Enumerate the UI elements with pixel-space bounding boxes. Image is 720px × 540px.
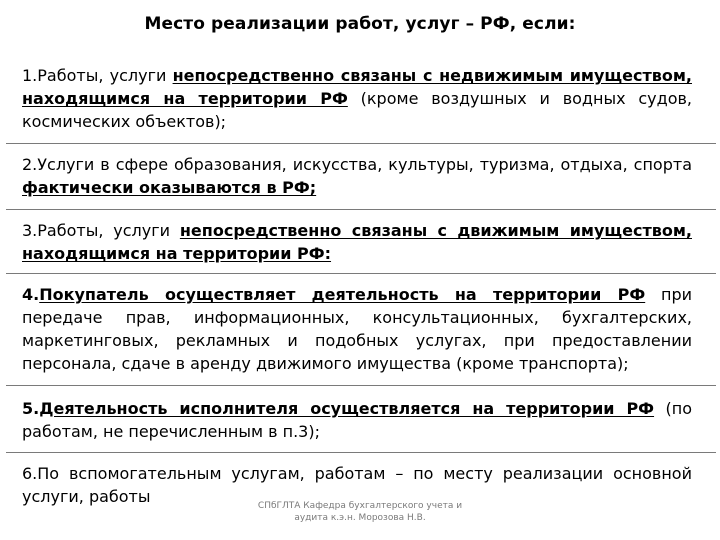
item-number: 4. — [22, 285, 40, 304]
item-text-tail: при передаче прав, информационных, консультационных, бухгалтерских, маркетинговых, рекламных и подобных услугах, при предоставлении персонала, сдаче в аренду движимого имущества (кроме транспорта); — [22, 285, 692, 373]
item-text-tail: (по работам, не перечисленным в п.3); — [22, 399, 693, 441]
divider — [6, 143, 716, 144]
item-text: Услуги в сфере образования, искусства, культуры, туризма, отдыха, спорта — [37, 155, 692, 174]
footer-line-1: СПбГЛТА Кафедра бухгалтерского учета и — [257, 501, 463, 511]
item-number: 6. — [22, 464, 38, 483]
divider — [6, 385, 716, 386]
divider — [6, 452, 716, 453]
list-item-2 — [22, 153, 692, 199]
item-number: 3. — [22, 221, 38, 240]
footer-credit — [0, 500, 720, 524]
item-emphasis: непосредственно связаны с движимым имуществом, находящимся на территории РФ: — [22, 221, 692, 263]
list-item-5 — [22, 397, 692, 443]
item-text-tail: (кроме воздушных и водных судов, космических объектов); — [22, 89, 693, 131]
divider — [6, 209, 716, 210]
divider — [6, 273, 716, 274]
item-text: Работы, услуги — [37, 66, 173, 85]
item-number: 1. — [22, 66, 38, 85]
item-number: 2. — [22, 155, 38, 174]
item-number: 5. — [22, 399, 40, 418]
item-emphasis: непосредственно связаны с недвижимым имуществом, находящимся на территории РФ — [22, 66, 692, 108]
item-emphasis: Покупатель осуществляет деятельность на территории РФ — [39, 285, 646, 304]
list-item-3 — [22, 219, 692, 265]
footer-line-2: аудита к.э.н. Морозова Н.В. — [294, 513, 426, 523]
list-item-1 — [22, 64, 692, 133]
item-text: Работы, услуги — [37, 221, 180, 240]
item-emphasis: Деятельность исполнителя осуществляется на территории РФ — [39, 399, 655, 418]
list-item-4 — [22, 283, 692, 375]
slide-title: Место реализации работ, услуг – РФ, если: — [144, 14, 576, 34]
item-text: По вспомогательным услугам, работам – по месту реализации основной услуги, работы — [22, 464, 692, 506]
item-emphasis: фактически оказываются в РФ; — [22, 178, 317, 197]
